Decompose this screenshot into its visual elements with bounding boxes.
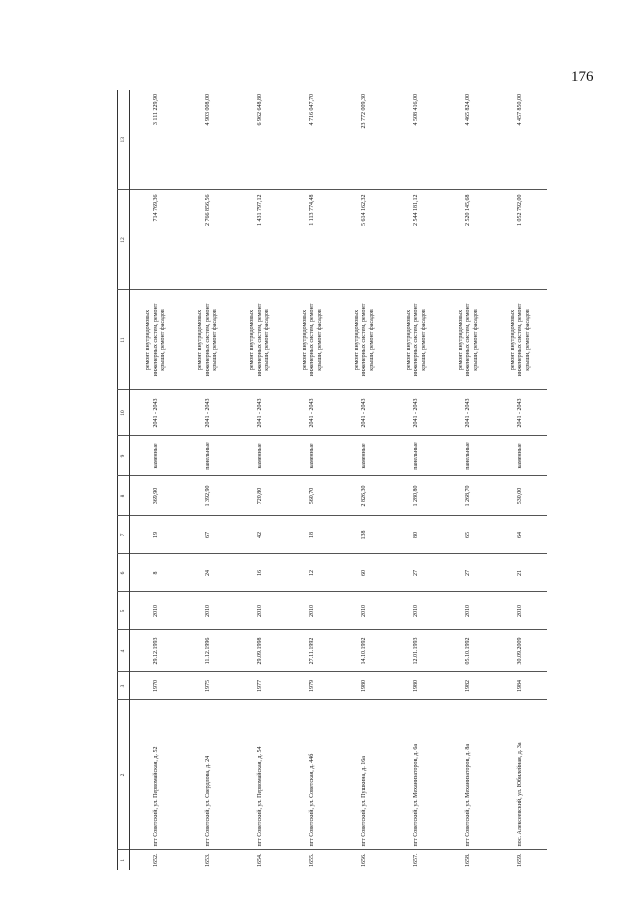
row-index: 1652. — [130, 850, 183, 870]
date-cell: 05.10.1992 — [443, 630, 495, 672]
date-cell: 29.12.1993 — [130, 630, 183, 672]
col7-cell: 65 — [443, 516, 495, 554]
column-header: 3 — [118, 672, 130, 700]
col12-cell: 5 614 162,32 — [339, 190, 391, 290]
col13-cell: 23 772 009,30 — [361, 94, 368, 129]
col7-cell: 64 — [495, 516, 547, 554]
column-header: 13 — [118, 90, 130, 190]
area-cell: 369,90 — [130, 476, 183, 516]
col6-cell: 8 — [130, 554, 183, 592]
address-cell: пгт Советский, ул. Советская, д. 44б — [287, 700, 339, 850]
rotated-table-wrapper — [117, 90, 547, 870]
row-index: 1658. — [443, 850, 495, 870]
period-cell: 2041 - 2043 — [130, 390, 183, 436]
col12-cell: 1 113 774,48 — [287, 190, 339, 290]
column-header: 11 — [118, 290, 130, 390]
year-cell: 2010 — [339, 592, 391, 630]
wall-material-cell: каменные — [235, 436, 287, 476]
works-cell: ремонт внутридомовых инженерных систем, ремонт крыши, ремонт фасадов — [391, 290, 443, 390]
table-row — [183, 90, 235, 870]
wall-material-cell: каменные — [495, 436, 547, 476]
table-row — [339, 90, 391, 870]
area-cell: 720,80 — [235, 476, 287, 516]
works-cell: ремонт внутридомовых инженерных систем, ремонт крыши, ремонт фасадов — [339, 290, 391, 390]
col13-cell: 4 465 824,00 — [465, 94, 472, 126]
col6-cell: 12 — [287, 554, 339, 592]
works-cell: ремонт внутридомовых инженерных систем, ремонт крыши, ремонт фасадов — [130, 290, 183, 390]
col13-cell: 3 111 229,90 — [152, 94, 159, 126]
col13-cell: 4 508 416,00 — [413, 94, 420, 126]
col12-cell: 2 544 181,12 — [391, 190, 443, 290]
period-cell: 2041 - 2043 — [339, 390, 391, 436]
column-header: 5 — [118, 592, 130, 630]
period-cell: 2041 - 2043 — [287, 390, 339, 436]
col13-cell: 6 962 648,80 — [256, 94, 263, 126]
col13-cell: 4 716 047,70 — [309, 94, 316, 126]
col12-cell: 714 769,36 — [130, 190, 183, 290]
address-cell: пгт Советский, ул. Пушкина, д. 16а — [339, 700, 391, 850]
col7-cell: 18 — [287, 516, 339, 554]
period-cell: 2041 - 2043 — [443, 390, 495, 436]
column-number-header-row — [118, 90, 130, 870]
date-cell: 27.11.1992 — [287, 630, 339, 672]
row-index: 1653. — [183, 850, 235, 870]
year-built-cell: 1970 — [130, 672, 183, 700]
col6-cell: 21 — [495, 554, 547, 592]
col7-cell: 80 — [391, 516, 443, 554]
year-cell: 2010 — [183, 592, 235, 630]
date-cell: 29.09.1998 — [235, 630, 287, 672]
col6-cell: 27 — [391, 554, 443, 592]
column-header: 8 — [118, 476, 130, 516]
table-row — [391, 90, 443, 870]
col12-cell: 2 520 145,68 — [443, 190, 495, 290]
year-cell: 2010 — [235, 592, 287, 630]
date-cell: 14.10.1992 — [339, 630, 391, 672]
wall-material-cell: панельные — [443, 436, 495, 476]
col7-cell: 138 — [339, 516, 391, 554]
address-cell: пгт Советский, ул. Механизаторов, д. 8а — [443, 700, 495, 850]
address-cell: пос. Алексеевский, ул. Юбилейная, д. 3а — [495, 700, 547, 850]
column-header: 10 — [118, 390, 130, 436]
wall-material-cell: каменные — [130, 436, 183, 476]
period-cell: 2041 - 2043 — [235, 390, 287, 436]
period-cell: 2041 - 2043 — [495, 390, 547, 436]
page-number: 176 — [571, 69, 594, 85]
address-cell: пгт Советский, ул. Свердлова, д. 24 — [183, 700, 235, 850]
year-built-cell: 1979 — [287, 672, 339, 700]
column-header: 4 — [118, 630, 130, 672]
column-header: 9 — [118, 436, 130, 476]
works-cell: ремонт внутридомовых инженерных систем, ремонт крыши, ремонт фасадов — [235, 290, 287, 390]
date-cell: 12.01.1993 — [391, 630, 443, 672]
year-built-cell: 1984 — [495, 672, 547, 700]
area-cell: 530,00 — [495, 476, 547, 516]
works-cell: ремонт внутридомовых инженерных систем, ремонт крыши, ремонт фасадов — [443, 290, 495, 390]
wall-material-cell: каменные — [339, 436, 391, 476]
housing-register-table — [117, 90, 547, 870]
works-cell: ремонт внутридомовых инженерных систем, ремонт крыши, ремонт фасадов — [183, 290, 235, 390]
area-cell: 560,70 — [287, 476, 339, 516]
column-header: 2 — [118, 700, 130, 850]
table-row — [287, 90, 339, 870]
wall-material-cell: каменные — [287, 436, 339, 476]
row-index: 1659. — [495, 850, 547, 870]
table-row — [495, 90, 547, 870]
area-cell: 1 268,70 — [443, 476, 495, 516]
wall-material-cell: панельные — [391, 436, 443, 476]
col7-cell: 67 — [183, 516, 235, 554]
year-cell: 2010 — [391, 592, 443, 630]
table-row — [443, 90, 495, 870]
col6-cell: 27 — [443, 554, 495, 592]
area-cell: 1 280,80 — [391, 476, 443, 516]
col7-cell: 42 — [235, 516, 287, 554]
address-cell: пгт Советский, ул. Первомайская, д. 54 — [235, 700, 287, 850]
year-built-cell: 1977 — [235, 672, 287, 700]
year-built-cell: 1980 — [339, 672, 391, 700]
address-cell: пгт Советский, ул. Механизаторов, д. 6а — [391, 700, 443, 850]
column-header: 7 — [118, 516, 130, 554]
row-index: 1656. — [339, 850, 391, 870]
table-row — [235, 90, 287, 870]
address-cell: пгт Советский, ул. Первомайская, д. 52 — [130, 700, 183, 850]
col13-cell: 4 903 008,00 — [204, 94, 211, 126]
year-cell: 2010 — [287, 592, 339, 630]
period-cell: 2041 - 2043 — [183, 390, 235, 436]
col6-cell: 24 — [183, 554, 235, 592]
column-header: 1 — [118, 850, 130, 870]
year-cell: 2010 — [443, 592, 495, 630]
column-header: 6 — [118, 554, 130, 592]
col12-cell: 2 766 856,56 — [183, 190, 235, 290]
col13-cell: 4 457 850,00 — [517, 94, 524, 126]
works-cell: ремонт внутридомовых инженерных систем, ремонт крыши, ремонт фасадов — [287, 290, 339, 390]
area-cell: 2 826,30 — [339, 476, 391, 516]
row-index: 1654. — [235, 850, 287, 870]
works-cell: ремонт внутридомовых инженерных систем, ремонт крыши, ремонт фасадов — [495, 290, 547, 390]
period-cell: 2041 - 2043 — [391, 390, 443, 436]
col12-cell: 1 431 797,12 — [235, 190, 287, 290]
col7-cell: 19 — [130, 516, 183, 554]
date-cell: 30.09.2009 — [495, 630, 547, 672]
row-index: 1655. — [287, 850, 339, 870]
area-cell: 1 392,90 — [183, 476, 235, 516]
year-built-cell: 1982 — [443, 672, 495, 700]
col6-cell: 60 — [339, 554, 391, 592]
year-built-cell: 1975 — [183, 672, 235, 700]
year-cell: 2010 — [130, 592, 183, 630]
year-built-cell: 1980 — [391, 672, 443, 700]
row-index: 1657. — [391, 850, 443, 870]
wall-material-cell: панельные — [183, 436, 235, 476]
year-cell: 2010 — [495, 592, 547, 630]
column-header: 12 — [118, 190, 130, 290]
table-row — [130, 90, 183, 870]
col12-cell: 1 052 792,00 — [495, 190, 547, 290]
col6-cell: 16 — [235, 554, 287, 592]
date-cell: 11.12.1996 — [183, 630, 235, 672]
